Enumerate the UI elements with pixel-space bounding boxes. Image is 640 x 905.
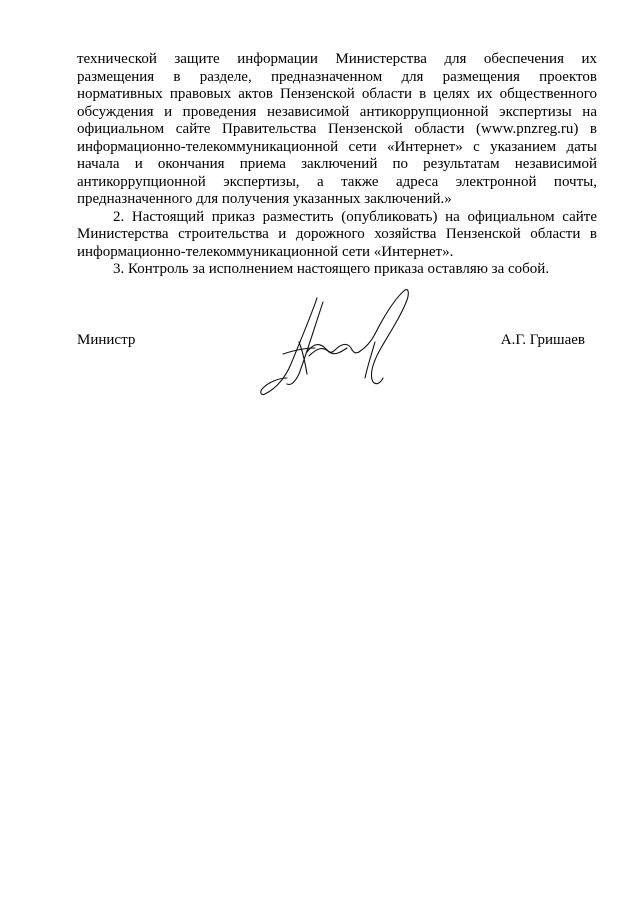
text-line: 2. Настоящий приказ разместить (опубликовать) на официальном сайте (113, 208, 597, 225)
text-line: Министерства строительства и дорожного хозяйства Пензенской области в (77, 226, 597, 242)
text-line: 3. Контроль за исполнением настоящего приказа оставляю за собой. (113, 261, 550, 277)
text-line: нормативных правовых актов Пензенской области в целях их общественного (77, 86, 597, 102)
text-line: информационно-телекоммуникационной сети «Интернет». (77, 243, 454, 260)
text-line: предназначенного для получения указанных заключений.» (77, 191, 452, 207)
handwritten-signature (255, 282, 415, 400)
text-line: информационно-телекоммуникационной сети «Интернет» с указанием даты (77, 138, 597, 155)
document-body (77, 51, 597, 279)
signer-position: Министр (77, 332, 136, 348)
text-line: обсуждения и проведения независимой антикоррупционной экспертизы на (77, 103, 597, 120)
text-line: официальном сайте Правительства Пензенской области (www.pnzreg.ru) в (77, 121, 597, 137)
text-line: размещения в разделе, предназначенном для размещения проектов (77, 68, 597, 85)
text-line: антикоррупционной экспертизы, а также адреса электронной почты, (77, 173, 597, 190)
text-line: технической защите информации Министерства для обеспечения их (77, 51, 597, 67)
text-line: начала и окончания приема заключений по результатам независимой (77, 156, 597, 172)
signer-name: А.Г. Гришаев (500, 332, 585, 348)
